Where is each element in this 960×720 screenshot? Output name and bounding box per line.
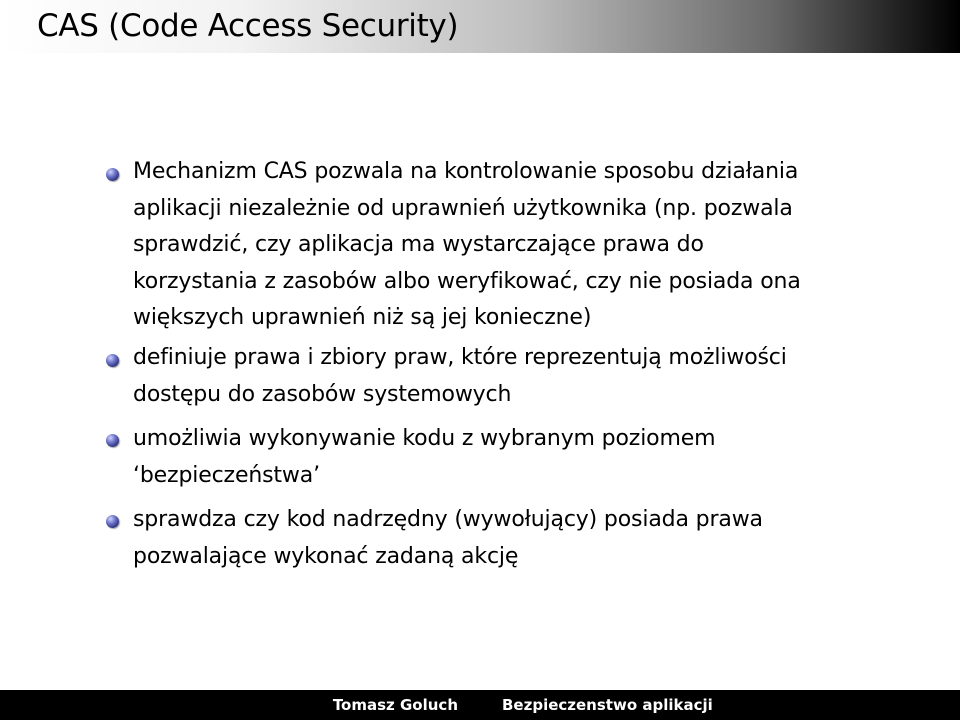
- footer-author: Tomasz Goluch: [0, 690, 480, 720]
- bullet-item-2: [133, 340, 893, 413]
- footer-course: Bezpieczenstwo aplikacji: [480, 690, 960, 720]
- bullet-line: dostępu do zasobów systemowych: [133, 381, 512, 407]
- bullet-line: większych uprawnień niż są jej konieczne): [133, 305, 592, 330]
- bullet-item-4: [133, 502, 893, 575]
- bullet-line: aplikacji niezależnie od uprawnień użytkownika (np. pozwala: [133, 195, 793, 221]
- bullet-icon: [106, 354, 119, 367]
- bullet-line: pozwalające wykonać zadaną akcję: [133, 543, 519, 569]
- bullet-line: sprawdza czy kod nadrzędny (wywołujący) posiada prawa: [133, 507, 763, 532]
- bullet-item-1: [133, 154, 893, 337]
- bullet-line: definiuje prawa i zbiory praw, które reprezentują możliwości: [133, 345, 787, 370]
- bullet-icon: [106, 434, 119, 447]
- slide-title: CAS (Code Access Security): [37, 8, 459, 44]
- bullet-line: korzystania z zasobów albo weryfikować, czy nie posiada ona: [133, 268, 801, 294]
- bullet-line: umożliwia wykonywanie kodu z wybranym poziomem: [133, 426, 716, 451]
- footer-bar: [0, 690, 960, 720]
- bullet-line: Mechanizm CAS pozwala na kontrolowanie sposobu działania: [133, 159, 799, 184]
- bullet-line: sprawdzić, czy aplikacja ma wystarczające prawa do: [133, 232, 704, 257]
- bullet-icon: [106, 515, 119, 528]
- bullet-line: ‘bezpieczeństwa’: [133, 462, 320, 488]
- bullet-item-3: [133, 421, 893, 494]
- bullet-icon: [106, 168, 119, 181]
